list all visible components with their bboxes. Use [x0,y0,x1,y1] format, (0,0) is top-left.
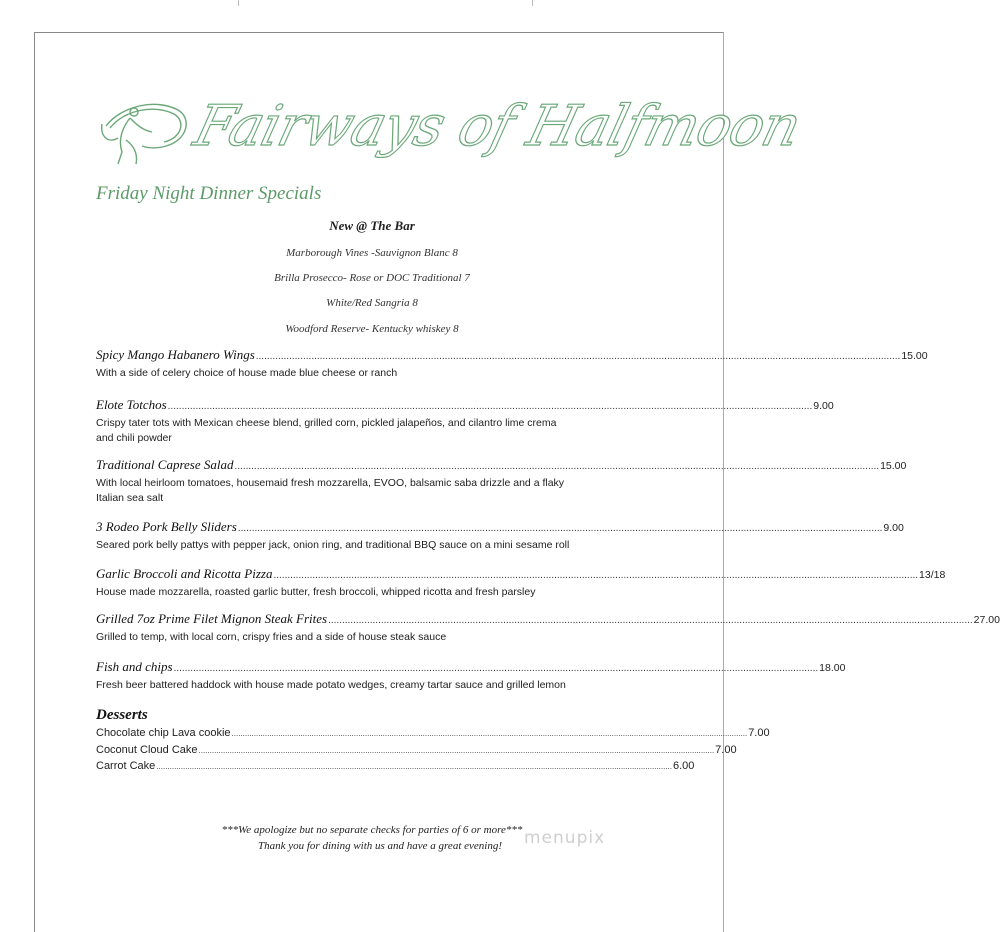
leader-dots [256,351,901,362]
item-price: 15.00 [880,460,907,472]
item-price: 18.00 [819,662,846,674]
leader-dots [273,570,918,581]
dessert-item [96,744,737,756]
menu-item-steak [96,611,1000,645]
menu-item-sliders [96,519,904,553]
desserts-title: Desserts [96,707,148,723]
bar-item: Brilla Prosecco- Rose or DOC Traditional 7 [274,272,470,284]
item-name: Elote Totchos [96,397,167,412]
restaurant-name: Fairways of Halfmoon [188,94,807,159]
dessert-price: 6.00 [672,760,695,772]
dessert-item [96,727,770,739]
item-name: Traditional Caprese Salad [96,457,234,472]
bar-item: Marborough Vines -Sauvignon Blanc 8 [286,247,458,259]
menu-subtitle: Friday Night Dinner Specials [96,183,322,204]
menu-item-wings [96,347,928,381]
menu-item-totchos [96,397,834,446]
menu-item-pizza [96,566,946,600]
dessert-name: Coconut Cloud Cake [96,744,198,756]
scan-mark-right [532,0,533,6]
bar-item: Woodford Reserve- Kentucky whiskey 8 [285,323,459,335]
item-name: Fish and chips [96,659,173,674]
item-price: 9.00 [883,522,904,534]
watermark: menupix [524,828,606,848]
leader-dots [238,523,883,534]
item-description: Grilled to temp, with local corn, crispy fries and a side of house steak sauce [96,631,447,643]
menu-item-fish [96,659,846,693]
dessert-price: 7.00 [748,727,770,739]
item-description: With a side of celery choice of house made blue cheese or ranch [96,367,398,379]
item-description: House made mozzarella, roasted garlic butter, fresh broccoli, whipped ricotta and fresh parsley [96,586,536,598]
item-name: Spicy Mango Habanero Wings [96,347,255,362]
leader-dots [156,762,672,771]
desc-line: Crispy tater tots with Mexican cheese blend, grilled corn, pickled jalapeños, and cilantro lime crema [96,417,557,429]
footer-notice: ***We apologize but no separate checks for parties of 6 or more*** [221,824,523,836]
dessert-name: Carrot Cake [96,760,156,772]
dessert-price: 7.00 [715,744,737,756]
item-description: Seared pork belly pattys with pepper jack, onion ring, and traditional BBQ sauce on a mini sesame roll [96,539,570,551]
item-price: 9.00 [813,400,834,412]
menu-item-caprese [96,457,907,506]
desc-line: Italian sea salt [96,492,164,504]
leader-dots [234,461,879,472]
item-name: 3 Rodeo Pork Belly Sliders [96,519,237,534]
item-name: Grilled 7oz Prime Filet Mignon Steak Frites [96,611,328,626]
leader-dots [232,729,748,738]
scan-mark-left [238,0,239,6]
item-name: Garlic Broccoli and Ricotta Pizza [96,566,273,581]
item-description: Fresh beer battered haddock with house made potato wedges, creamy tartar sauce and grilled lemon [96,679,566,691]
item-price: 15.00 [901,350,928,362]
item-price: 27.00 [973,614,1000,626]
dessert-name: Chocolate chip Lava cookie [96,727,231,739]
footer-thanks: Thank you for dining with us and have a great evening! [257,840,502,852]
leader-dots [174,663,819,674]
leader-dots [328,615,973,626]
item-price: 13/18 [919,569,946,581]
dessert-item [96,760,695,772]
desc-line: With local heirloom tomatoes, housemaid fresh mozzarella, EVOO, balsamic saba drizzle and a flaky [96,477,565,489]
item-description [96,416,601,446]
item-description [96,476,604,506]
leader-dots [199,746,715,755]
bar-item: White/Red Sangria 8 [326,297,418,309]
leader-dots [168,401,813,412]
bar-section-title: New @ The Bar [329,218,415,233]
desc-line: and chili powder [96,432,172,444]
